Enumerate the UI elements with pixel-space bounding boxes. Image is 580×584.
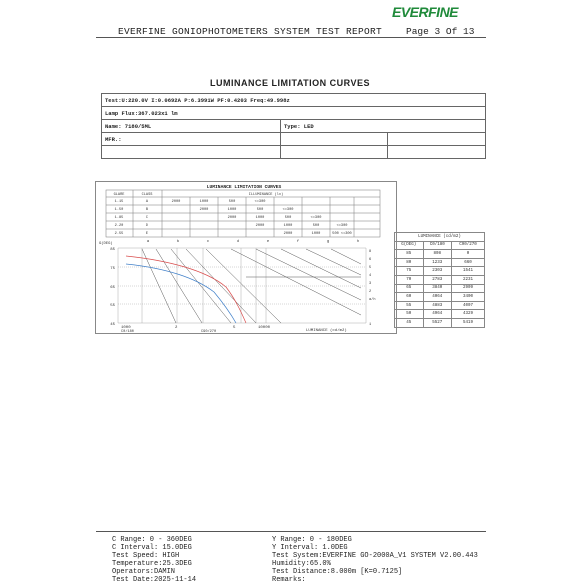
table-cell: 3840 [423, 284, 452, 293]
header-divider [96, 37, 486, 38]
grid-cell: B [145, 208, 149, 212]
table-cell: 4329 [452, 310, 485, 319]
table-cell: 4064 [423, 293, 452, 302]
y-tick: 65 [110, 286, 115, 290]
curve-letter: h [356, 240, 360, 244]
right-tick: 8 [369, 250, 372, 254]
table-cell: 660 [452, 258, 485, 267]
table-cell: 4007 [452, 301, 485, 310]
test-system: Test System:EVERFINE GO-2000A_V1 SYSTEM V2.00.443 [272, 552, 478, 560]
footer-left [112, 536, 196, 584]
y-axis-label: G(DEG) [99, 242, 113, 246]
grid-cell: <=300 [282, 208, 294, 212]
y-tick: 55 [110, 304, 115, 308]
grid-cell: 2.20 [114, 224, 124, 228]
operators: Operators:DAMIN [112, 568, 176, 576]
table-row [395, 250, 485, 259]
curve-letter: f [296, 240, 300, 244]
grid-cell: C [145, 216, 149, 220]
y-tick: 85 [110, 248, 115, 252]
table-cell: 4964 [423, 310, 452, 319]
footer-divider [96, 531, 486, 532]
x-tick: 1000 [121, 326, 131, 330]
page-number: Page 3 Of 13 [406, 26, 475, 37]
luminance-chart [95, 181, 397, 334]
lamp-name: Name: 7180/5ML [102, 120, 281, 133]
table-cell: 1233 [423, 258, 452, 267]
test-info-table [101, 93, 486, 159]
lamp-type: Type: LED [281, 120, 486, 133]
grid-cell: 500 [228, 200, 236, 204]
table-cell: 0 [452, 250, 485, 259]
grid-cell: <=300 [336, 224, 348, 228]
table-row [395, 284, 485, 293]
curve-letter: a [146, 240, 150, 244]
col-header: G(DEG) [395, 241, 424, 250]
y-axis-ticks [110, 248, 115, 327]
grid-cell: A [145, 200, 149, 204]
grid-cell: 500 [256, 208, 264, 212]
table-cell: 2909 [452, 284, 485, 293]
table-cell: 75 [395, 267, 424, 276]
blank-cell [281, 146, 388, 159]
grid-cell: 500 <=300 [332, 232, 352, 236]
legend-c0-180: C0/180 [121, 330, 134, 333]
grid-cell: 500 [284, 216, 292, 220]
grid-cell: 2.55 [114, 232, 124, 236]
x-tick: 5 [233, 326, 236, 330]
table-cell: 1541 [452, 267, 485, 276]
x-axis-label: LUMINANCE (cd/m2) [306, 329, 347, 333]
table-cell: 2303 [423, 267, 452, 276]
chart-title: LUMINANCE LIMITATION CURVES [206, 185, 282, 190]
grid-cell: 1000 [199, 200, 209, 204]
right-axis-ticks [369, 250, 375, 327]
c-range: C Range: 0 - 360DEG [112, 536, 192, 544]
table-row [395, 310, 485, 319]
test-speed: Test Speed: HIGH [112, 552, 180, 560]
table-cell: 5419 [452, 318, 485, 327]
table-cell: 2231 [452, 275, 485, 284]
grid-cell: E [145, 232, 149, 236]
table-cell: 55 [395, 301, 424, 310]
curve-letter: d [236, 240, 240, 244]
table-cell: 50 [395, 310, 424, 319]
grid-cell: 1000 [311, 232, 321, 236]
right-tick: 6 [369, 258, 372, 262]
table-cell: 4883 [423, 301, 452, 310]
plot-frame [118, 248, 366, 323]
legend-c90-270: C90/270 [201, 330, 217, 333]
brand-logo: EVERFINE [392, 4, 459, 20]
luminance-table [394, 232, 485, 328]
table-cell: 5527 [423, 318, 452, 327]
col-header: C90/270 [452, 241, 485, 250]
humidity: Humidity:65.0% [272, 560, 331, 568]
grid-cell: 1.85 [114, 216, 124, 220]
grid-cell: 1000 [283, 224, 293, 228]
curve-letter: g [326, 240, 330, 244]
blank-cell [102, 146, 281, 159]
blank-cell [281, 133, 388, 146]
curve-c90-270 [126, 264, 236, 323]
test-date: Test Date:2025-11-14 [112, 576, 197, 584]
table-cell: 45 [395, 318, 424, 327]
test-params: Test:U:220.0V I:0.0692A P:6.3991W PF:0.4203 Freq:49.998z [102, 94, 486, 107]
right-tick: 3 [369, 282, 372, 286]
right-tick: 4 [369, 274, 372, 278]
class-grid-cells [115, 199, 352, 236]
y-tick: 45 [110, 323, 115, 327]
table-row [395, 301, 485, 310]
right-tick: a/h [369, 298, 376, 302]
y-interval: Y Interval: 1.0DEG [272, 544, 348, 552]
x-tick: 10000 [258, 326, 271, 330]
table-cell: 2783 [423, 275, 452, 284]
grid-cell: 500 [312, 224, 320, 228]
grid-cell: D [145, 224, 149, 228]
blank-cell [388, 146, 486, 159]
c-interval: C Interval: 15.0DEG [112, 544, 192, 552]
report-title: EVERFINE GONIOPHOTOMETERS SYSTEM TEST REPORT [118, 26, 383, 37]
right-tick: 2 [369, 290, 372, 294]
table-cell: 808 [423, 250, 452, 259]
table-row [395, 258, 485, 267]
luminance-table-title: LUMINANCE (cd/m2) [395, 233, 485, 242]
grid-cell: <=300 [310, 216, 322, 220]
curve-letter: c [206, 240, 210, 244]
grid-cell: 1000 [227, 208, 237, 212]
blank-cell [388, 133, 486, 146]
grid-cell: 2000 [199, 208, 209, 212]
right-tick: 1 [369, 323, 372, 327]
curve-letter: b [176, 240, 180, 244]
table-cell: 3400 [452, 293, 485, 302]
illuminance-header: ILLUMINANCE (lx) [248, 193, 284, 197]
luminance-table-body [395, 250, 485, 327]
right-tick: 5 [369, 266, 372, 270]
footer-right [272, 536, 478, 584]
table-row [395, 318, 485, 327]
remarks: Remarks: [272, 576, 306, 584]
grid-cell: 1.15 [114, 200, 124, 204]
x-tick: 2 [175, 326, 178, 330]
grid-cell: 1000 [255, 216, 265, 220]
grid-cell: 2000 [227, 216, 237, 220]
table-cell: 80 [395, 258, 424, 267]
curve-letters [147, 239, 359, 244]
luminance-chart-svg [96, 182, 396, 333]
x-axis-ticks [121, 326, 347, 333]
grid-cell: 2000 [171, 200, 181, 204]
grid-cell: <=300 [254, 200, 266, 204]
grid-cell: 1.50 [114, 208, 124, 212]
test-distance: Test Distance:8.000m [K=0.7125] [272, 568, 403, 576]
table-cell: 85 [395, 250, 424, 259]
manufacturer: MFR.: [102, 133, 281, 146]
glare-header: GLARE [113, 193, 125, 197]
lamp-flux: Lamp Flux:367.023x1 lm [102, 107, 486, 120]
class-header: CLASS [141, 193, 153, 197]
y-range: Y Range: 0 - 180DEG [272, 536, 352, 544]
col-header: C0/180 [423, 241, 452, 250]
table-row [395, 275, 485, 284]
section-title: LUMINANCE LIMITATION CURVES [210, 78, 370, 88]
class-grid-labels [114, 192, 352, 236]
grid-cell: 2000 [255, 224, 265, 228]
table-row [395, 293, 485, 302]
class-grid [106, 190, 380, 237]
grid-cell: 2000 [283, 232, 293, 236]
temperature: Temperature:25.3DEG [112, 560, 192, 568]
curve-letter: e [266, 240, 270, 244]
table-cell: 60 [395, 293, 424, 302]
table-cell: 70 [395, 275, 424, 284]
y-tick: 75 [110, 267, 115, 271]
table-row [395, 267, 485, 276]
table-cell: 65 [395, 284, 424, 293]
